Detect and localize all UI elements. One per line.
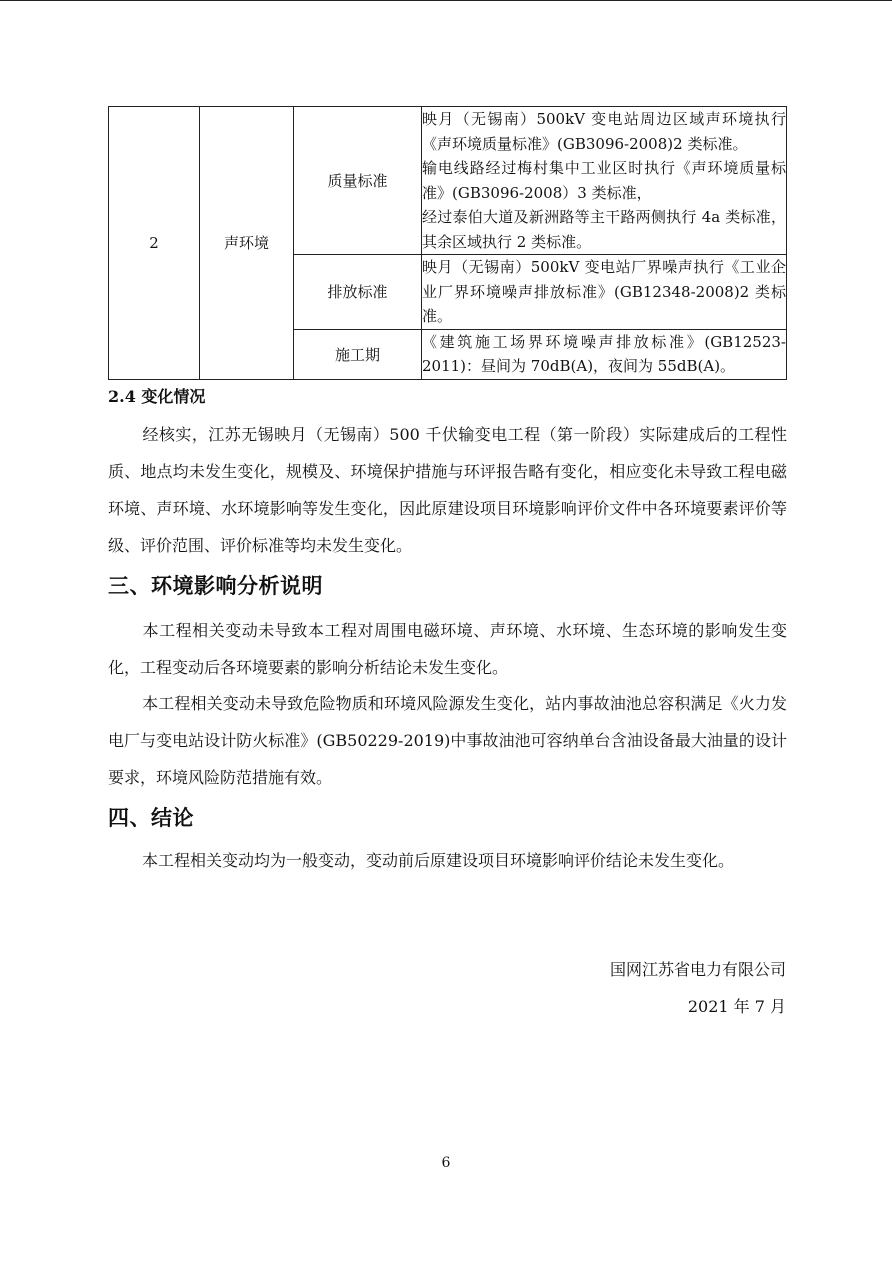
description-cell: [422, 329, 787, 379]
standards-table: [108, 106, 787, 380]
section-4-heading: 四、结论: [108, 805, 194, 830]
type-cell: 质量标准: [294, 107, 422, 255]
page-number: 6: [441, 1155, 451, 1171]
description-line: 映月（无锡南）500kV 变电站厂界噪声执行《工业企业厂界环境噪声排放标准》(GB12348-2008)2 类标准。: [422, 258, 786, 325]
type-cell: 施工期: [294, 329, 422, 379]
description-line: 输电线路经过梅村集中工业区时执行《声环境质量标准》(GB3096-2008）3 类标准，: [422, 159, 786, 202]
table-row: [109, 107, 787, 255]
page-top-rule: [0, 0, 892, 1]
section-3-paragraph-2: 本工程相关变动未导致危险物质和环境风险源发生变化，站内事故油池总容积满足《火力发电厂与变电站设计防火标准》(GB50229-2019)中事故油池可容纳单台含油设备最大油量的设计要求，环境风险防范措施有效。: [108, 694, 787, 787]
section-4-paragraph: 本工程相关变动均为一般变动，变动前后原建设项目环境影响评价结论未发生变化。: [142, 851, 735, 870]
section-3-heading: 三、环境影响分析说明: [108, 573, 323, 598]
row-number-cell: 2: [109, 107, 200, 380]
signature-date: 2021 年 7 月: [687, 997, 786, 1016]
description-line: 映月（无锡南）500kV 变电站周边区域声环境执行《声环境质量标准》(GB3096-2008)2 类标准。: [422, 110, 786, 153]
section-3-paragraph-1: 本工程相关变动未导致本工程对周围电磁环境、声环境、水环境、生态环境的影响发生变化，工程变动后各环境要素的影响分析结论未发生变化。: [108, 621, 787, 677]
section-2-4-heading: 2.4 变化情况: [108, 387, 206, 406]
description-cell: [422, 107, 787, 255]
section-2-4-paragraph: 经核实，江苏无锡映月（无锡南）500 千伏输变电工程（第一阶段）实际建成后的工程性质、地点均未发生变化，规模及、环境保护措施与环评报告略有变化，相应变化未导致工程电磁环境、声环境、水环境影响等发生变化，因此原建设项目环境影响评价文件中各环境要素评价等级、评价范围、评价标准等均未发生变化。: [108, 425, 787, 555]
description-line: 经过泰伯大道及新洲路等主干路两侧执行 4a 类标准，其余区域执行 2 类标准。: [422, 208, 786, 251]
description-line: 《建筑施工场界环境噪声排放标准》(GB12523-2011)：昼间为 70dB(A)，夜间为 55dB(A)。: [422, 332, 786, 375]
description-cell: [422, 255, 787, 330]
signature-company: 国网江苏省电力有限公司: [609, 960, 786, 979]
type-cell: 排放标准: [294, 255, 422, 330]
category-cell: 声环境: [200, 107, 294, 380]
